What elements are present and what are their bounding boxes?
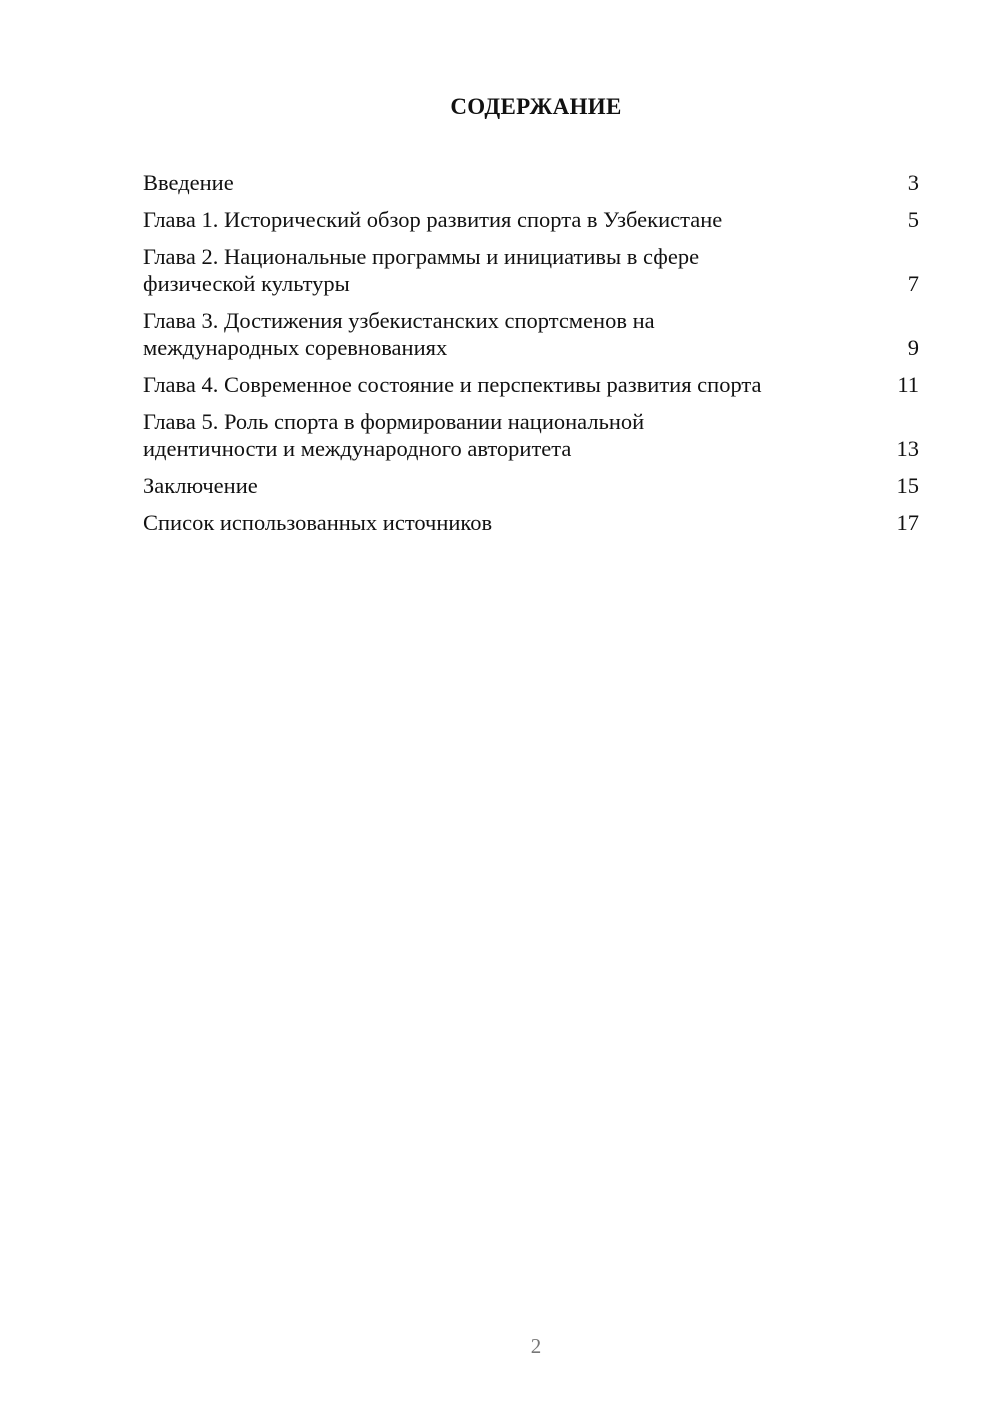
table-of-contents [143, 169, 919, 546]
toc-entry-label: Список использованных источников [143, 510, 493, 535]
toc-entry-chapter-3[interactable] [143, 307, 919, 361]
page-number: 2 [530, 1334, 542, 1358]
toc-entry-page: 3 [907, 170, 919, 195]
toc-entry-introduction[interactable] [143, 169, 919, 196]
toc-entry-page: 15 [896, 473, 919, 498]
toc-entry-label: Глава 3. Достижения узбекистанских спортсменов на международных соревнованиях [143, 308, 655, 360]
toc-entry-label: Глава 2. Национальные программы и инициативы в сфере физической культуры [143, 244, 700, 296]
toc-entry-page: 5 [907, 207, 919, 232]
toc-entry-references[interactable] [143, 509, 919, 536]
toc-entry-label: Глава 5. Роль спорта в формировании национальной идентичности и международного авторитета [143, 409, 645, 461]
toc-entry-page: 11 [897, 372, 919, 397]
toc-entry-chapter-1[interactable] [143, 206, 919, 233]
toc-entry-label: Глава 1. Исторический обзор развития спорта в Узбекистане [143, 207, 723, 232]
toc-entry-label: Глава 4. Современное состояние и перспективы развития спорта [143, 372, 762, 397]
toc-entry-conclusion[interactable] [143, 472, 919, 499]
toc-entry-chapter-4[interactable] [143, 371, 919, 398]
toc-entry-chapter-2[interactable] [143, 243, 919, 297]
toc-entry-page: 17 [896, 510, 919, 535]
toc-title: СОДЕРЖАНИЕ [450, 94, 622, 119]
toc-entry-label: Заключение [143, 473, 258, 498]
toc-entry-page: 13 [896, 436, 919, 461]
toc-entry-page: 7 [907, 271, 919, 296]
toc-entry-chapter-5[interactable] [143, 408, 919, 462]
toc-entry-page: 9 [907, 335, 919, 360]
toc-entry-label: Введение [143, 170, 234, 195]
